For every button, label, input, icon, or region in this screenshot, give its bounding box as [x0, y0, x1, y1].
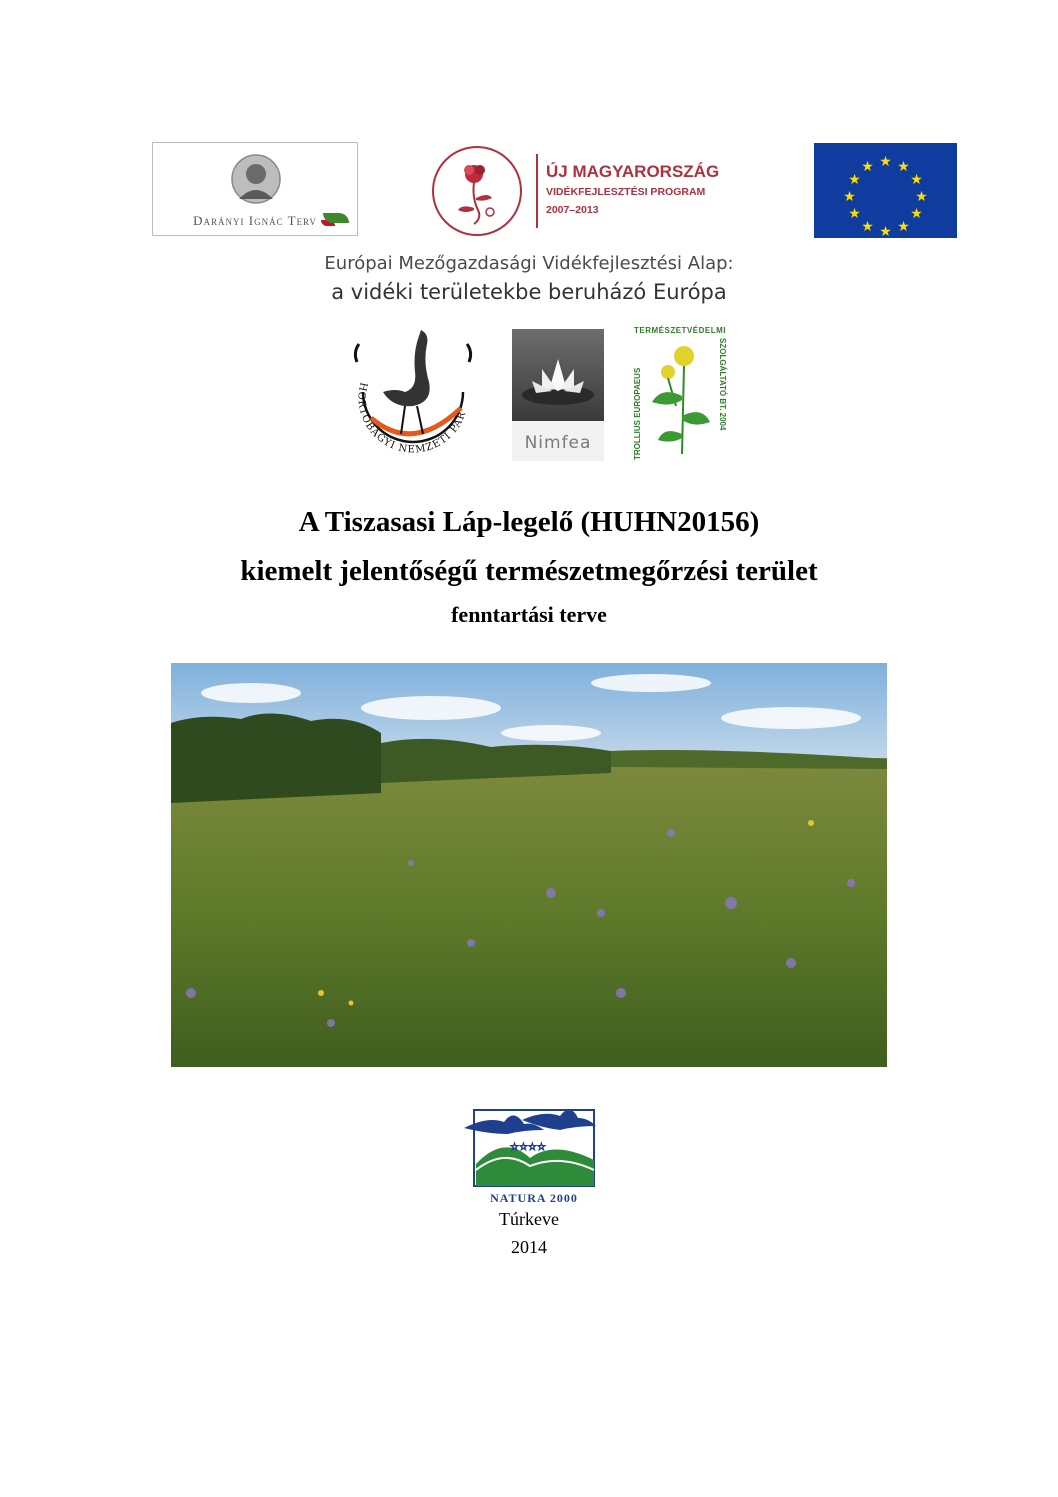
nimfea-text: Nimfea	[524, 433, 592, 453]
nimfea-logo	[512, 329, 604, 461]
svg-text:★: ★	[915, 189, 928, 205]
uj-magyarorszag-logo	[432, 146, 742, 236]
natura-2000-logo	[464, 1100, 596, 1206]
portrait-icon	[153, 147, 359, 217]
ujm-subtitle: VIDÉKFEJLESZTÉSI PROGRAM	[546, 186, 706, 198]
document-title-line-2: kiemelt jelentőségű természetmegőrzési terület	[240, 555, 818, 587]
svg-text:★: ★	[897, 159, 910, 175]
eu-flag-logo	[814, 143, 957, 238]
daranyi-ignac-terv-logo	[152, 142, 358, 236]
eu-fund-line-1: Európai Mezőgazdasági Vidékfejlesztési Alap:	[324, 253, 734, 274]
svg-text:★: ★	[848, 172, 861, 188]
svg-text:★: ★	[861, 159, 874, 175]
svg-text:★: ★	[910, 206, 923, 222]
ujm-years: 2007–2013	[546, 204, 599, 216]
ujm-circle	[432, 146, 522, 236]
ujm-divider	[536, 154, 538, 228]
rose-icon	[434, 148, 520, 234]
svg-text:★: ★	[843, 189, 856, 205]
meadow-landscape-photo	[171, 663, 887, 1067]
natura-birds-icon	[464, 1100, 596, 1206]
svg-text:☆☆☆☆: ☆☆☆☆	[510, 1142, 546, 1153]
eu-fund-line-2: a vidéki területekbe beruházó Európa	[331, 280, 727, 304]
hortobagyi-nemzeti-park-logo	[343, 322, 483, 462]
trollius-left-text: TROLLIUS EUROPAEUS	[633, 367, 642, 460]
trollius-right-text: SZOLGÁLTATÓ BT. 2004	[718, 338, 727, 431]
svg-text:★: ★	[879, 224, 892, 238]
document-title-line-1: A Tiszasasi Láp-legelő (HUHN20156)	[298, 506, 760, 538]
svg-text:★: ★	[879, 154, 892, 170]
water-lily-icon	[512, 329, 604, 421]
hnp-logo-text: HORTOBÁGYI NEMZETI PAR	[355, 381, 469, 456]
svg-text:★: ★	[848, 206, 861, 222]
publication-year: 2014	[511, 1237, 547, 1257]
svg-text:★: ★	[910, 172, 923, 188]
publication-place: Túrkeve	[499, 1209, 559, 1229]
meadow-photo-icon	[171, 663, 887, 1067]
svg-text:★: ★	[861, 219, 874, 235]
water-lily-photo	[512, 329, 604, 421]
document-subtitle: fenntartási terve	[451, 602, 607, 627]
natura-text: NATURA 2000	[490, 1191, 578, 1205]
globeflower-icon	[622, 326, 738, 462]
ujm-title: ÚJ MAGYARORSZÁG	[546, 162, 720, 181]
svg-text:★: ★	[897, 219, 910, 235]
eu-flag-icon	[814, 143, 957, 238]
daranyi-caption: Darányi Ignác Terv	[193, 213, 317, 228]
crane-icon	[343, 322, 483, 462]
trollius-top-text: TERMÉSZETVÉDELMI	[633, 326, 726, 335]
trollius-logo	[622, 326, 738, 462]
